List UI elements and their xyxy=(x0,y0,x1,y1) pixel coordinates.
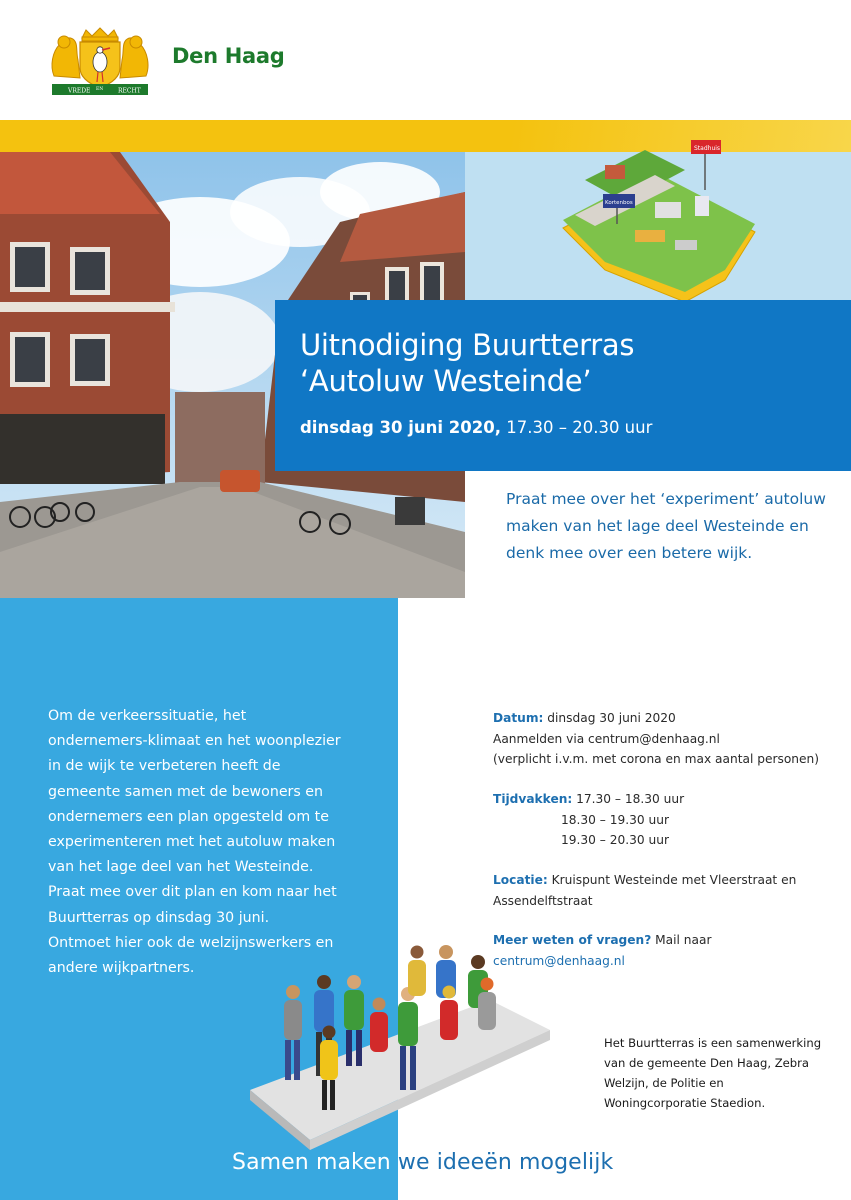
map-label-stadhuis: Stadhuis xyxy=(694,145,721,152)
timeslot-1: 17.30 – 18.30 uur xyxy=(576,792,685,806)
info-location-block xyxy=(493,870,833,911)
intro-text: Praat mee over het ‘experiment’ autoluw maken van het lage deel Westeinde en denk mee over een betere wijk. xyxy=(506,490,826,562)
invitation-subtitle-name: ‘Autoluw Westeinde’ xyxy=(300,364,592,398)
svg-text:RECHT: RECHT xyxy=(118,87,141,95)
slogan xyxy=(232,1150,613,1175)
more-text: Mail naar xyxy=(651,933,712,947)
svg-text:EN: EN xyxy=(96,87,104,92)
invitation-title: Uitnodiging Buurtterras xyxy=(300,328,635,362)
event-time: 17.30 – 20.30 uur xyxy=(500,418,653,437)
location-value: Kruispunt Westeinde met Vleerstraat en Assendelftstraat xyxy=(493,873,797,908)
event-date: dinsdag 30 juni 2020, xyxy=(300,418,501,437)
timeslot-3: 19.30 – 20.30 uur xyxy=(561,833,669,847)
svg-text:VREDE: VREDE xyxy=(68,87,91,95)
slots-label: Tijdvakken: xyxy=(493,792,573,806)
date-label: Datum: xyxy=(493,711,544,725)
den-haag-coat-of-arms-logo xyxy=(48,26,152,98)
people-illustration xyxy=(240,940,560,1150)
date-value: dinsdag 30 juni 2020 xyxy=(543,711,676,725)
contact-email-link[interactable]: centrum@denhaag.nl xyxy=(493,953,625,968)
slogan-blue: we ideeën mogelijk xyxy=(397,1150,614,1175)
register-text: Aanmelden via centrum@denhaag.nl xyxy=(493,731,720,746)
body-paragraph-1: Om de verkeerssituatie, het ondernemers-klimaat en het woonplezier in de wijk te verbeteren heeft de gemeente samen met de bewoners en ondernemers een plan opgesteld om te experimenteren met het autoluw maken van het lage deel van het Westeinde. Praat mee over dit plan en kom naar het Buurtterras op dinsdag 30 juni. xyxy=(48,708,341,926)
info-timeslots-block xyxy=(493,789,833,851)
isometric-map-illustration xyxy=(545,120,775,320)
location-label: Locatie: xyxy=(493,873,548,887)
partners-text: Het Buurtterras is een samenwerking van de gemeente Den Haag, Zebra Welzijn, de Politie en Woningcorporatie Staedion. xyxy=(604,1036,822,1110)
register-note: (verplicht i.v.m. met corona en max aantal personen) xyxy=(493,752,819,766)
map-label-kortenbos: Kortenbos xyxy=(605,200,633,206)
slogan-white: Samen maken xyxy=(232,1150,398,1175)
info-date-block xyxy=(493,708,833,770)
brand-name: Den Haag xyxy=(172,44,285,68)
event-date-time xyxy=(300,418,652,437)
more-label: Meer weten of vragen? xyxy=(493,933,652,947)
body-paragraph-2: Ontmoet hier ook de welzijnswerkers en andere wijkpartners. xyxy=(48,935,334,977)
timeslot-2: 18.30 – 19.30 uur xyxy=(561,812,669,827)
